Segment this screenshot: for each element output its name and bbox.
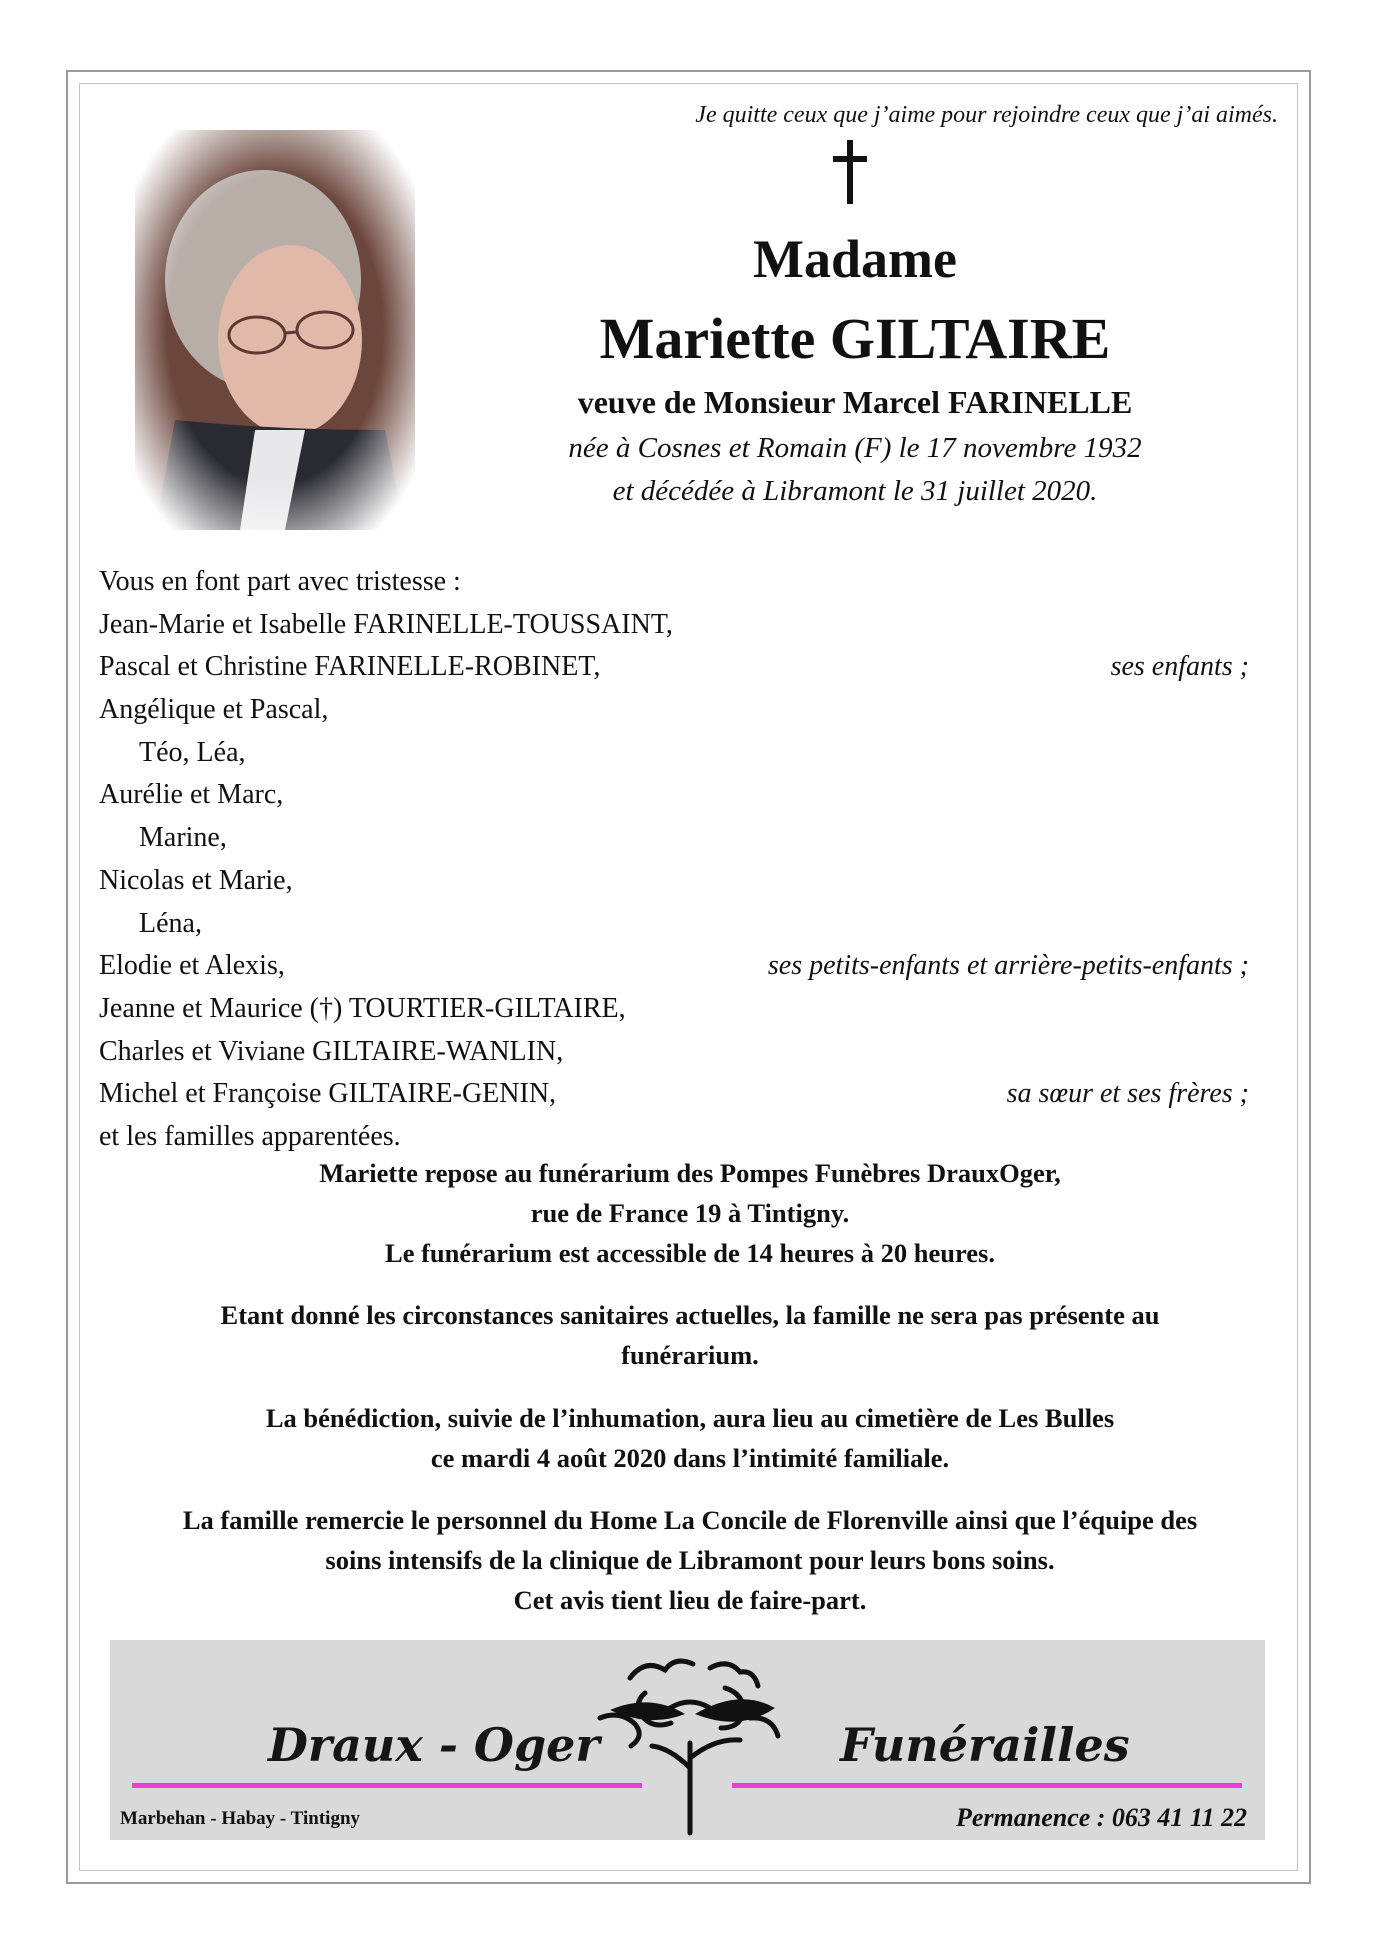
- phone-number: Permanence : 063 41 11 22: [955, 1803, 1247, 1832]
- relation-label: sa sœur et ses frères ;: [1006, 1078, 1249, 1110]
- family-line: Elodie et Alexis, ses petits-enfants et arrière-petits-enfants ;: [99, 945, 1249, 988]
- accent-line-right: [732, 1783, 1242, 1788]
- family-line: Pascal et Christine FARINELLE-ROBINET, ses enfants ;: [99, 646, 1249, 689]
- funeral-home-banner: [110, 1640, 1265, 1840]
- relation-label: ses enfants ;: [1110, 651, 1249, 683]
- family-line: Nicolas et Marie,: [99, 864, 293, 896]
- family-line: et les familles apparentées.: [99, 1120, 401, 1152]
- relation-label: ses petits-enfants et arrière-petits-enfants ;: [767, 950, 1249, 982]
- ceremony-notice: La bénédiction, suivie de l’inhumation, aura lieu au cimetière de Les Bulles ce mardi 4 août 2020 dans l’intimité familiale.: [265, 1403, 1115, 1473]
- family-line: Léna,: [139, 907, 202, 939]
- family-line: Aurélie et Marc,: [99, 779, 284, 811]
- epigraph: Je quitte ceux que j’aime pour rejoindre ceux que j’ai aimés.: [695, 102, 1278, 128]
- family-intro: Vous en font part avec tristesse :: [99, 566, 461, 597]
- branch-locations: Marbehan - Habay - Tintigny: [120, 1808, 361, 1829]
- birth-info: née à Cosnes et Romain (F) le 17 novembre 1932: [568, 432, 1142, 464]
- brand-tagline: Funérailles: [840, 1718, 1130, 1772]
- family-line: Angélique et Pascal,: [99, 694, 329, 726]
- latin-cross-icon: [830, 140, 870, 210]
- brand-name: Draux - Oger: [268, 1718, 600, 1772]
- death-info: et décédée à Libramont le 31 juillet 2020.: [612, 475, 1098, 507]
- family-line: Jean-Marie et Isabelle FARINELLE-TOUSSAINT,: [99, 608, 673, 640]
- family-line: Charles et Viviane GILTAIRE-WANLIN,: [99, 1035, 564, 1067]
- title-honorific: Madame: [753, 229, 957, 289]
- funerarium-notice: Mariette repose au funérarium des Pompes Funèbres DrauxOger, rue de France 19 à Tintigny. Le funérarium est accessible de 14 heures à 20 heures.: [319, 1158, 1061, 1268]
- deceased-name: Mariette GILTAIRE: [599, 306, 1111, 371]
- family-line: Michel et Françoise GILTAIRE-GENIN, sa sœur et ses frères ;: [99, 1073, 1249, 1116]
- family-list: [99, 561, 1249, 1159]
- thanks-notice: La famille remercie le personnel du Home La Concile de Florenville ainsi que l’équipe des soins intensifs de la clinique de Libramont pour leurs bons soins. Cet avis tient lieu de faire-part.: [182, 1505, 1198, 1615]
- tree-logo-icon: [590, 1648, 790, 1838]
- family-line: Marine,: [139, 822, 227, 854]
- family-line: Jeanne et Maurice (†) TOURTIER-GILTAIRE,: [99, 992, 626, 1024]
- family-line: Téo, Léa,: [139, 736, 246, 768]
- accent-line-left: [132, 1783, 642, 1788]
- portrait-photo: [135, 130, 415, 530]
- sanitary-notice: Etant donné les circonstances sanitaires actuelles, la famille ne sera pas présente au funérarium.: [220, 1300, 1160, 1370]
- widow-of: veuve de Monsieur Marcel FARINELLE: [577, 384, 1133, 420]
